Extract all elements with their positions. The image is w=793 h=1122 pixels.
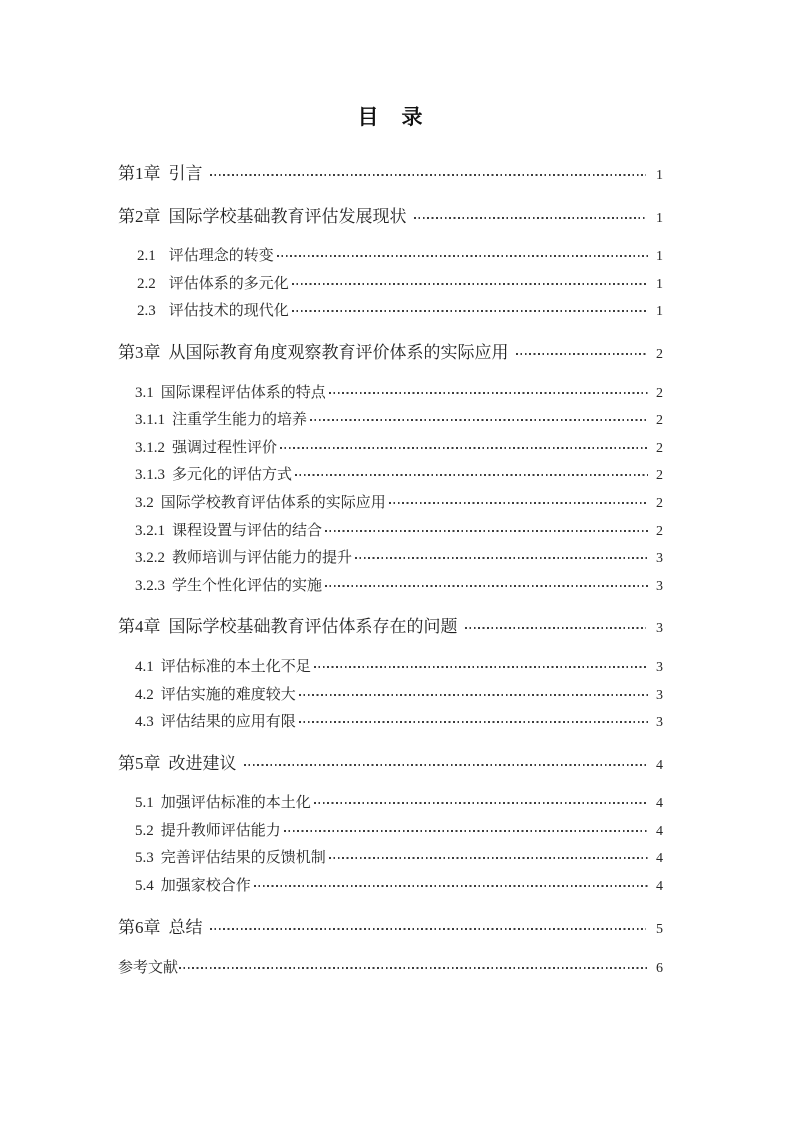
dot-leader xyxy=(516,353,647,355)
entry-page-number: 3 xyxy=(656,621,663,637)
entry-title: 评估结果的应用有限 xyxy=(160,714,296,731)
entry-page-number: 2 xyxy=(656,385,663,401)
entry-title: 国际学校教育评估体系的实际应用 xyxy=(160,494,386,511)
entry-title: 引言 xyxy=(168,164,203,183)
entry-title: 加强家校合作 xyxy=(160,878,251,895)
dot-leader xyxy=(284,830,648,832)
toc-entry[interactable] xyxy=(118,243,663,271)
entry-title: 从国际教育角度观察教育评价体系的实际应用 xyxy=(168,342,509,362)
dot-leader xyxy=(329,857,648,859)
entry-page-number: 2 xyxy=(656,468,663,484)
toc-title: 目 录 xyxy=(357,105,424,129)
entry-title: 注重学生能力的培养 xyxy=(172,412,308,429)
dot-leader xyxy=(329,392,648,394)
entry-page-number: 2 xyxy=(656,413,663,429)
entry-number: 3.1 xyxy=(135,384,154,401)
dot-leader xyxy=(355,557,648,559)
entry-number: 第4章 xyxy=(118,617,161,637)
dot-leader xyxy=(244,764,647,766)
entry-number: 2.2 xyxy=(137,275,156,292)
toc-entry[interactable] xyxy=(118,407,663,435)
toc-entry[interactable] xyxy=(118,339,663,369)
entry-page-number: 3 xyxy=(656,659,663,675)
entry-page-number: 1 xyxy=(656,276,663,292)
toc-entry[interactable] xyxy=(118,750,663,780)
toc-entry[interactable] xyxy=(118,271,663,299)
entry-page-number: 3 xyxy=(656,687,663,703)
entry-number: 5.3 xyxy=(135,850,154,867)
dot-leader xyxy=(210,928,647,930)
dot-leader xyxy=(292,310,648,312)
entry-number: 4.2 xyxy=(135,686,154,703)
entry-title: 评估体系的多元化 xyxy=(168,275,289,292)
entry-number: 3.2.1 xyxy=(135,522,165,539)
toc-entry[interactable] xyxy=(118,298,663,326)
toc-entry[interactable] xyxy=(118,490,663,518)
entry-page-number: 3 xyxy=(656,715,663,731)
entry-title: 评估技术的现代化 xyxy=(168,303,289,320)
dot-leader xyxy=(325,530,648,532)
entry-number: 2.3 xyxy=(137,303,156,320)
toc-entry[interactable] xyxy=(118,203,663,233)
toc-entry[interactable] xyxy=(118,613,663,643)
entry-title: 强调过程性评价 xyxy=(172,439,278,456)
entry-title: 课程设置与评估的结合 xyxy=(172,522,323,539)
entry-title: 加强评估标准的本土化 xyxy=(160,795,311,812)
dot-leader xyxy=(465,627,647,629)
entry-title: 评估理念的转变 xyxy=(168,248,274,265)
entry-number: 5.4 xyxy=(135,878,154,895)
entry-page-number: 4 xyxy=(656,796,663,812)
entry-number: 3.2 xyxy=(135,494,154,511)
entry-number: 3.1.2 xyxy=(135,439,165,456)
dot-leader xyxy=(280,447,648,449)
entry-number: 第1章 xyxy=(118,164,161,183)
entry-number: 3.1.3 xyxy=(135,467,165,484)
dot-leader xyxy=(325,585,648,587)
entry-page-number: 4 xyxy=(656,851,663,867)
dot-leader xyxy=(179,967,648,969)
entry-page-number: 2 xyxy=(656,523,663,539)
entry-title: 学生个性化评估的实施 xyxy=(172,577,323,594)
entry-number: 3.2.3 xyxy=(135,577,165,594)
entry-title: 国际学校基础教育评估体系存在的问题 xyxy=(168,617,458,637)
entry-title: 国际课程评估体系的特点 xyxy=(160,384,326,401)
toc-entry[interactable] xyxy=(118,435,663,463)
entry-title: 多元化的评估方式 xyxy=(172,467,293,484)
toc-list xyxy=(118,160,663,983)
dot-leader xyxy=(295,474,648,476)
dot-leader xyxy=(277,255,648,257)
entry-number: 4.3 xyxy=(135,714,154,731)
toc-entry[interactable] xyxy=(118,380,663,408)
dot-leader xyxy=(210,174,647,176)
entry-number: 2.1 xyxy=(137,248,156,265)
entry-title: 总结 xyxy=(168,917,203,937)
entry-number: 4.1 xyxy=(135,658,154,675)
toc-entry[interactable] xyxy=(118,845,663,873)
entry-page-number: 1 xyxy=(656,210,663,226)
entry-number: 第2章 xyxy=(118,206,161,226)
entry-title: 改进建议 xyxy=(168,753,237,773)
toc-entry[interactable] xyxy=(118,914,663,944)
toc-entry[interactable] xyxy=(118,573,663,601)
entry-page-number: 2 xyxy=(656,346,663,362)
toc-entry[interactable] xyxy=(118,818,663,846)
toc-entry[interactable] xyxy=(118,654,663,682)
dot-leader xyxy=(299,721,648,723)
dot-leader xyxy=(314,802,648,804)
entry-page-number: 3 xyxy=(656,551,663,567)
dot-leader xyxy=(292,283,648,285)
entry-page-number: 4 xyxy=(656,757,663,773)
entry-number: 3.1.1 xyxy=(135,412,165,429)
toc-entry[interactable] xyxy=(118,873,663,901)
toc-entry[interactable] xyxy=(118,518,663,546)
dot-leader xyxy=(299,694,648,696)
entry-number: 5.1 xyxy=(135,795,154,812)
toc-entry[interactable] xyxy=(118,462,663,490)
toc-entry[interactable] xyxy=(118,160,663,190)
toc-entry[interactable] xyxy=(118,545,663,573)
dot-leader xyxy=(414,217,647,219)
dot-leader xyxy=(310,419,648,421)
toc-entry[interactable] xyxy=(118,682,663,710)
entry-page-number: 2 xyxy=(656,495,663,511)
entry-title: 评估标准的本土化不足 xyxy=(160,658,311,675)
entry-page-number: 1 xyxy=(656,304,663,320)
toc-entry[interactable] xyxy=(118,709,663,737)
entry-title: 评估实施的难度较大 xyxy=(160,686,296,703)
entry-number: 第5章 xyxy=(118,753,161,773)
entry-page-number: 4 xyxy=(656,823,663,839)
entry-number: 第6章 xyxy=(118,917,161,937)
entry-page-number: 3 xyxy=(656,578,663,594)
toc-entry[interactable] xyxy=(118,955,663,983)
dot-leader xyxy=(389,502,648,504)
dot-leader xyxy=(314,666,648,668)
entry-page-number: 2 xyxy=(656,440,663,456)
entry-page-number: 1 xyxy=(656,249,663,265)
entry-title: 国际学校基础教育评估发展现状 xyxy=(168,206,407,226)
entry-number: 5.2 xyxy=(135,822,154,839)
toc-entry[interactable] xyxy=(118,790,663,818)
entry-page-number: 6 xyxy=(656,961,663,977)
entry-page-number: 5 xyxy=(656,921,663,937)
entry-number: 第3章 xyxy=(118,342,161,362)
entry-title: 提升教师评估能力 xyxy=(160,822,281,839)
entry-page-number: 1 xyxy=(656,168,663,183)
entry-title: 教师培训与评估能力的提升 xyxy=(172,550,353,567)
entry-title: 完善评估结果的反馈机制 xyxy=(160,850,326,867)
entry-number: 3.2.2 xyxy=(135,550,165,567)
entry-page-number: 4 xyxy=(656,879,663,895)
entry-title: 参考文献 xyxy=(118,960,179,977)
dot-leader xyxy=(254,885,648,887)
